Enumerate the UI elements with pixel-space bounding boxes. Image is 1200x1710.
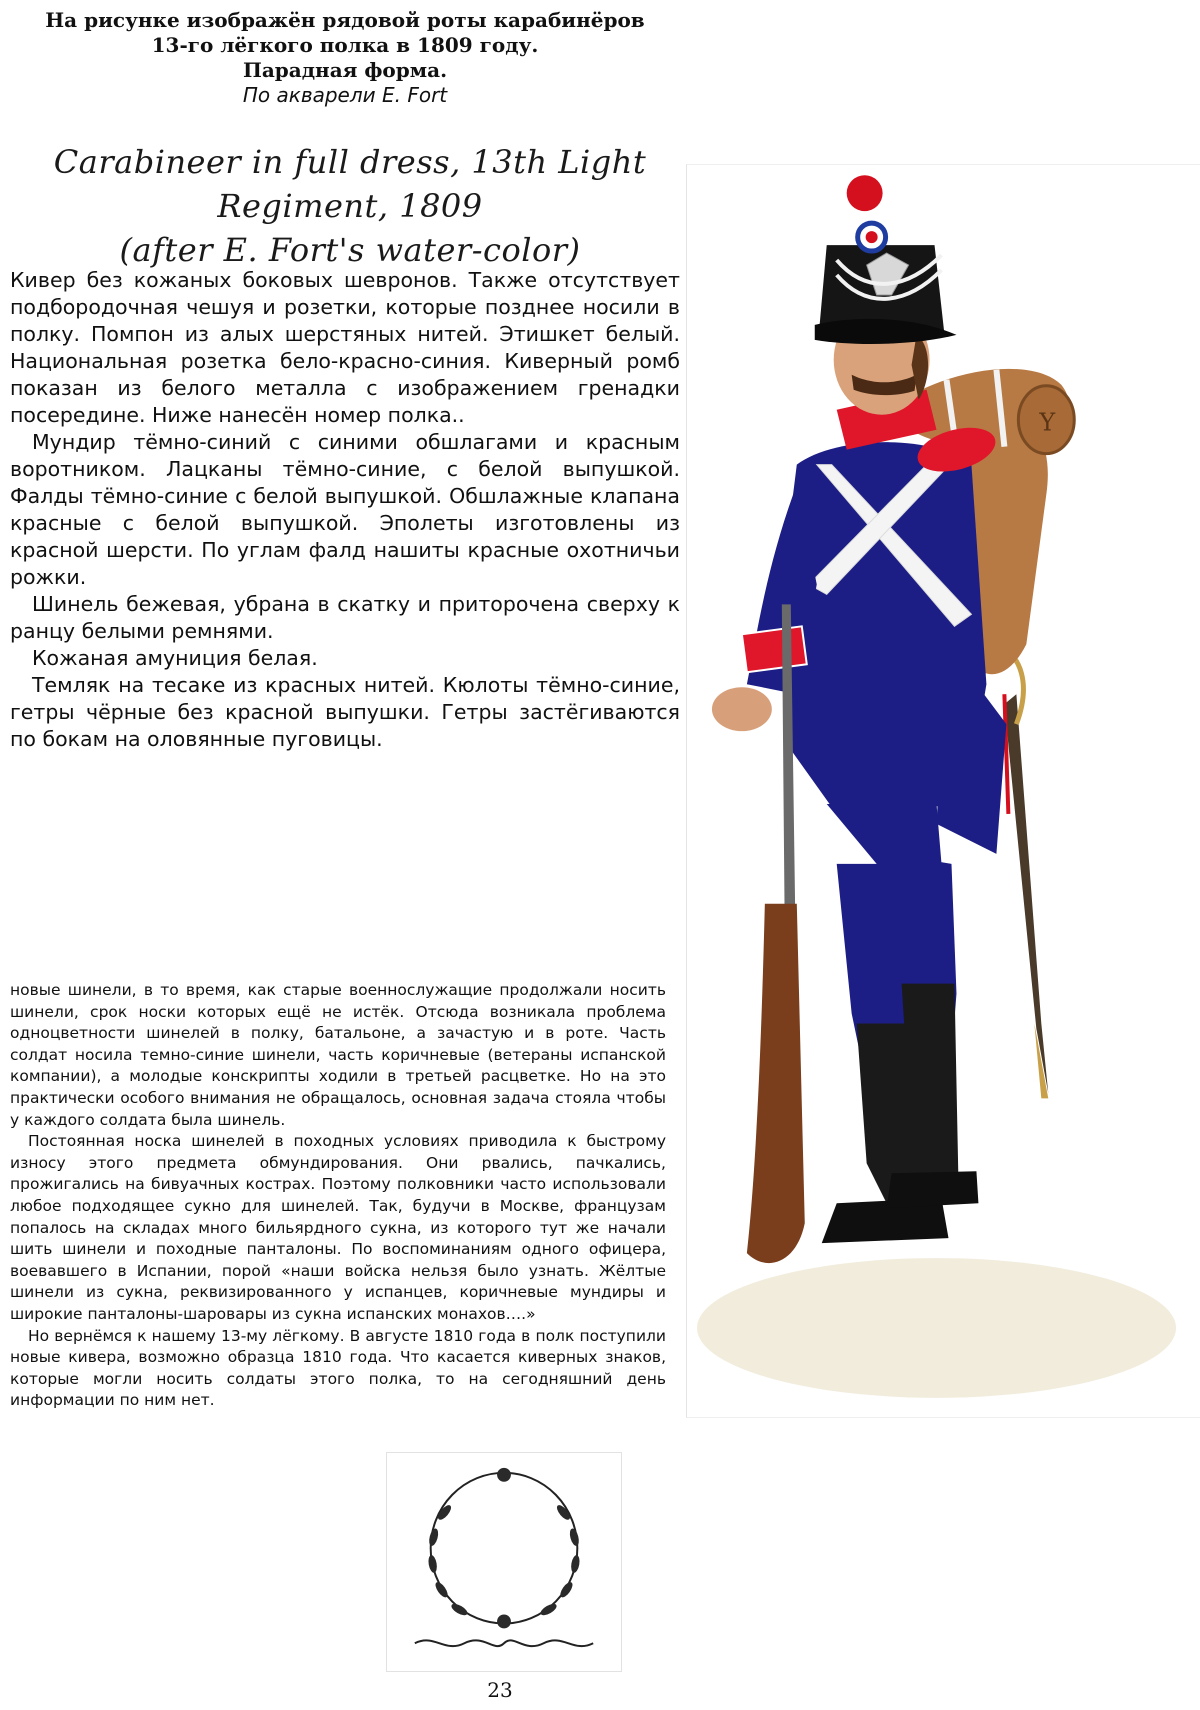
caption-line-2: (after E. Fort's water-color) [119, 231, 581, 269]
hand [712, 687, 772, 731]
source-subtitle: По акварели E. Fort [242, 83, 448, 107]
backpack-letter: Y [1039, 408, 1056, 437]
caption-line-1: Carabineer in full dress, 13th Light Regiment, 1809 [53, 143, 647, 225]
uniform-description [10, 267, 680, 753]
soldier-illustration [686, 164, 1200, 1418]
article-paragraph: Но вернёмся к нашему 13-му лёгкому. В августе 1810 года в полк поступили новые кивера, возможно образца 1810 года. Что касается киверных знаков, которые могли носить солдаты этого полка, то на сегодняшний день информации по ним нет. [10, 1326, 666, 1410]
right-shoe [887, 1171, 979, 1208]
article-paragraph: новые шинели, в то время, как старые военнослужащие продолжали носить шинели, срок носки которых ещё не истёк. Отсюда возникала проблема одноцветности шинелей в полку, батальоне, а зачастую и в роте. Часть солдат носила темно-синие шинели, часть коричневые (ветераны испанской компании), а молодые конскрипты ходили в третьей расцветке. Но на это практически особого внимания не обращалось, основная задача стояла чтобы у каждого солдата была шинель. [10, 981, 666, 1129]
carabineer-watercolor [687, 165, 1200, 1417]
description-paragraph: Кожаная амуниция белая. [32, 646, 318, 670]
cockade-center [866, 231, 878, 243]
pompom [847, 175, 883, 211]
ground-shadow [697, 1258, 1176, 1398]
title-line-1: На рисунке изображён рядовой роты карабинёров [45, 8, 645, 32]
description-paragraph: Темляк на тесаке из красных нитей. Кюлоты тёмно-синие, гетры чёрные без красной выпушки. Гетры застёгиваются по бокам на оловянные пуговицы. [10, 673, 680, 751]
english-caption [10, 140, 690, 272]
title-line-2: 13-го лёгкого полка в 1809 году. [151, 33, 539, 57]
sabre-scabbard [1004, 694, 1048, 1093]
cuff-flap [742, 626, 807, 672]
description-paragraph: Кивер без кожаных боковых шевронов. Также отсутствует подбородочная чешуя и розетки, которые позднее носили в полку. Помпон из алых шерстяных нитей. Этишкет белый. Национальная розетка бело-красно-синия. Киверный ромб показан из белого металла с изображением гренадки посередине. Ниже нанесён номер полка.. [10, 268, 680, 427]
musket-stock [747, 904, 805, 1263]
description-paragraph: Мундир тёмно-синий с синими обшлагами и красным воротником. Лацканы тёмно-синие, с белой выпушкой. Фалды тёмно-синие с белой выпушкой. Обшлажные клапана красные с белой выпушкой. Эполеты изготовлены из красной шерсти. По углам фалд нашиты красные охотничьи рожки. [10, 430, 680, 589]
article-text [10, 980, 666, 1412]
article-paragraph: Постоянная носка шинелей в походных условиях приводила к быстрому износу этого предмета обмундирования. Они рвались, пачкались, прожигались на бивуачных кострах. Поэтому полковники часто использовали любое подходящее сукно для шинелей. Так, будучи в Москве, французам попалось на складах много бильярдного сукна, из которого тут же начали шить шинели и походные панталоны. По воспоминаниям одного офицера, воевавшего в Испании, порой «наши войска нельзя было узнать. Жёлтые шинели из сукна, реквизированного у испанцев, коричневые мундиры и широкие панталоны-шаровары из сукна испанских монахов….» [10, 1132, 666, 1323]
laurel-wreath-icon [387, 1453, 621, 1671]
title-line-3: Парадная форма. [242, 58, 448, 82]
wreath-ring [431, 1473, 578, 1624]
wreath-ornament [386, 1452, 622, 1672]
page-number: 23 [487, 1678, 513, 1702]
ribbon [415, 1640, 593, 1646]
page-header [0, 8, 690, 108]
wreath-leaves [427, 1468, 581, 1629]
description-paragraph: Шинель бежевая, убрана в скатку и приторочена сверху к ранцу белыми ремнями. [10, 592, 680, 643]
